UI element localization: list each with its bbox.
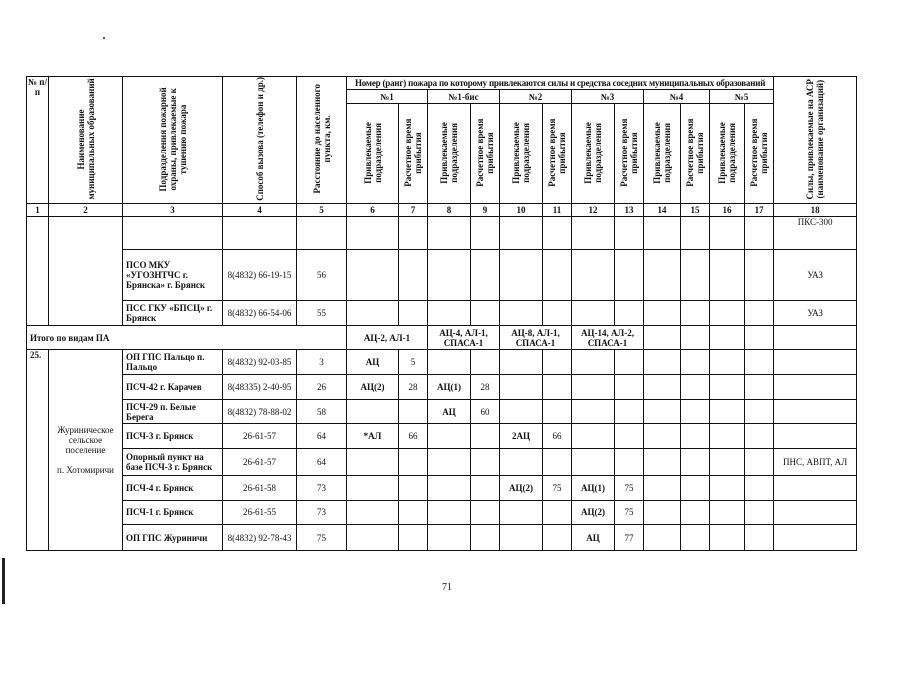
col-number: 1 [27,204,49,216]
col-number: 6 [347,204,399,216]
header-sub-units: Привлекаемые подразделения [644,103,681,204]
fire-forces-table [26,76,857,551]
table-row: ПСЧ-3 г. Брянск 26-61-57 64 *АЛ 66 2АЦ 66 [27,424,857,449]
unit-name: ПСО МКУ «УГОЗНТЧС г. Брянска» г. Брянск [123,249,223,300]
header-sub-time: Расчетное время прибытия [681,103,710,204]
col-number: 10 [500,204,543,216]
asr-cell: ПКС-300 [774,216,857,249]
distance: 26 [297,375,347,400]
col-number: 15 [681,204,710,216]
table-row [27,249,857,300]
phone: 8(4832) 66-19-15 [223,249,297,300]
header-distance: Расстояние до населенного пункта, км. [297,77,347,204]
header-asr: Силы, привлекаемые на АСР (наименование организаций) [774,77,857,204]
phone: 26-61-58 [223,475,297,500]
unit-name: ОП ГПС Пальцо п. Пальцо [123,350,223,375]
asr-cell: УАЗ [774,301,857,326]
col-number: 12 [572,204,615,216]
unit-name: ПСЧ-4 г. Брянск [123,475,223,500]
table-row: ПСЧ-42 г. Карачев 8(48335) 2-40-95 26 АЦ(2) 28 АЦ(1) 28 [27,375,857,400]
phone: 8(4832) 66-54-06 [223,301,297,326]
totals-label: Итого по видам ПА [27,325,347,350]
unit-name: ПСС ГКУ «БПСЦ» г. Брянск [123,301,223,326]
header-rank-2: №2 [500,90,572,103]
header-sub-units: Привлекаемые подразделения [572,103,615,204]
distance: 64 [297,424,347,449]
col-number: 3 [123,204,223,216]
totals-rank-2: АЦ-8, АЛ-1, СПАСА-1 [500,325,572,350]
col-number: 18 [774,204,857,216]
asr-cell: ПНС, АВПТ, АЛ [774,449,857,476]
header-sub-time: Расчетное время прибытия [399,103,428,204]
totals-rank-3: АЦ-14, АЛ-2, СПАСА-1 [572,325,644,350]
header-sub-time: Расчетное время прибытия [745,103,774,204]
header-rank-3: №3 [572,90,644,103]
col-number: 8 [428,204,471,216]
phone: 26-61-55 [223,500,297,525]
unit-name: ПСЧ-3 г. Брянск [123,424,223,449]
table-row [27,301,857,326]
distance: 55 [297,301,347,326]
distance: 73 [297,475,347,500]
scan-speck [103,37,105,39]
distance: 3 [297,350,347,375]
table-row: 25. Журиническое сельское поселение п. Хотомиричи ОП ГПС Пальцо п. Пальцо 8(4832) 92-03-85 3 АЦ 5 [27,350,857,375]
table-row: ОП ГПС Журиничи 8(4832) 92-78-43 75 АЦ 77 [27,525,857,551]
phone: 8(4832) 92-03-85 [223,350,297,375]
municipality-cell [49,350,123,551]
phone: 8(4832) 92-78-43 [223,525,297,551]
header-rank-1: №1 [347,90,428,103]
header-sub-units: Привлекаемые подразделения [710,103,745,204]
col-number: 2 [49,204,123,216]
col-number: 5 [297,204,347,216]
section-number: 25. [27,350,49,551]
header-sub-units: Привлекаемые подразделения [428,103,471,204]
header-sub-time: Расчетное время прибытия [615,103,644,204]
unit-name: ОП ГПС Журиничи [123,525,223,551]
distance: 75 [297,525,347,551]
col-number: 16 [710,204,745,216]
header-rank-5: №5 [710,90,774,103]
phone: 26-61-57 [223,424,297,449]
unit-name: ПСЧ-1 г. Брянск [123,500,223,525]
table-row: ПСЧ-1 г. Брянск 26-61-55 73 АЦ(2) 75 [27,500,857,525]
col-number: 14 [644,204,681,216]
col-number: 11 [543,204,572,216]
header-sub-time: Расчетное время прибытия [543,103,572,204]
distance: 58 [297,399,347,424]
municipality-center: п. Хотомиричи [57,465,114,476]
header-call-method: Способ вызова (телефон и др.) [223,77,297,204]
phone: 8(4832) 78-88-02 [223,399,297,424]
col-number: 17 [745,204,774,216]
header-sub-units: Привлекаемые подразделения [347,103,399,204]
distance: 56 [297,249,347,300]
header-sub-units: Привлекаемые подразделения [500,103,543,204]
col-number: 13 [615,204,644,216]
table-row [27,449,857,476]
distance: 64 [297,449,347,476]
municipality-name: Журиническое сельское поселение [57,425,114,456]
totals-rank-1bis: АЦ-4, АЛ-1, СПАСА-1 [428,325,500,350]
page-number: 71 [442,582,452,593]
col-number: 9 [471,204,500,216]
header-rank-group: Номер (ранг) пожара по которому привлекаются силы и средства соседних муниципальных образований [347,77,774,90]
header-municipality: Наименование муниципальных образований [49,77,123,204]
phone: 26-61-57 [223,449,297,476]
header-rank-1bis: №1-бис [428,90,500,103]
header-sub-time: Расчетное время прибытия [471,103,500,204]
totals-rank-1: АЦ-2, АЛ-1 [347,325,428,350]
unit-name: Опорный пункт на базе ПСЧ-3 г. Брянск [123,449,223,476]
scan-edge-mark [2,558,5,604]
asr-cell: УАЗ [774,249,857,300]
phone: 8(48335) 2-40-95 [223,375,297,400]
header-num: № п/п [27,77,49,204]
totals-row [27,325,857,350]
col-number: 7 [399,204,428,216]
header-units: Подразделения пожарной охраны, привлекаемые к тушению пожара [123,77,223,204]
header-rank-4: №4 [644,90,710,103]
col-number: 4 [223,204,297,216]
distance: 73 [297,500,347,525]
table-row [27,216,857,249]
unit-name: ПСЧ-42 г. Карачев [123,375,223,400]
table-row: ПСЧ-4 г. Брянск 26-61-58 73 АЦ(2) 75 АЦ(1) 75 [27,475,857,500]
table-row: ПСЧ-29 п. Белые Берега 8(4832) 78-88-02 58 АЦ 60 [27,399,857,424]
unit-name: ПСЧ-29 п. Белые Берега [123,399,223,424]
